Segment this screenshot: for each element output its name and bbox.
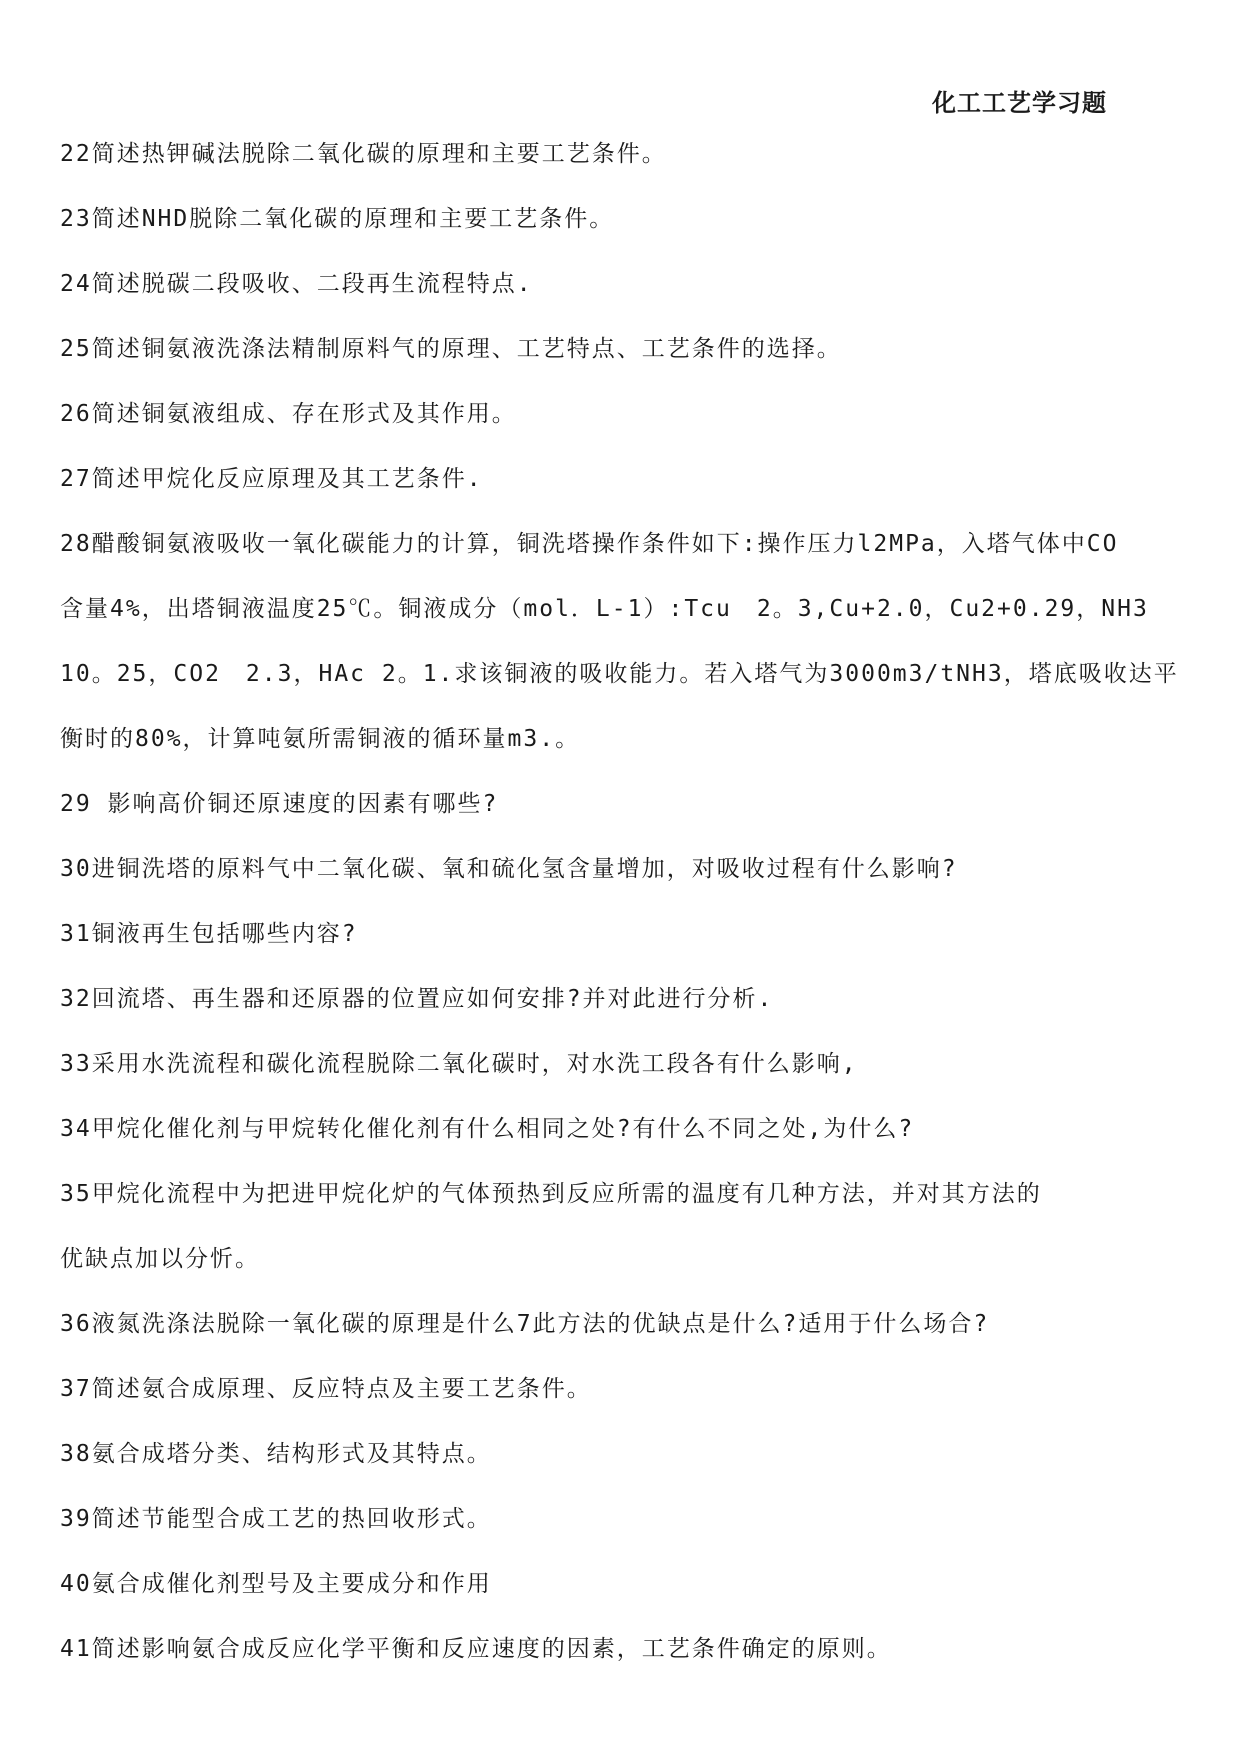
question-25: 25简述铜氨液洗涤法精制原料气的原理、工艺特点、工艺条件的选择。 [60,336,842,362]
question-29: 29 影响高价铜还原速度的因素有哪些? [60,791,499,817]
question-41: 41简述影响氨合成反应化学平衡和反应速度的因素，工艺条件确定的原则。 [60,1636,892,1662]
question-35-line-1: 35甲烷化流程中为把进甲烷化炉的气体预热到反应所需的温度有几种方法，并对其方法的 [60,1181,1042,1207]
question-28-line-1: 28醋酸铜氨液吸收一氧化碳能力的计算，铜洗塔操作条件如下:操作压力l2MPa，入塔气体中CO [60,531,1119,557]
question-35 [60,1162,1180,1292]
question-24: 24简述脱碳二段吸收、二段再生流程特点. [60,271,533,297]
question-39: 39简述节能型合成工艺的热回收形式。 [60,1506,492,1532]
page-header-title: 化工工艺学习题 [932,88,1107,117]
question-list [60,122,1180,1682]
question-36: 36液氮洗涤法脱除一氧化碳的原理是什么7此方法的优缺点是什么?适用于什么场合? [60,1311,990,1337]
question-26: 26简述铜氨液组成、存在形式及其作用。 [60,401,517,427]
question-32: 32回流塔、再生器和还原器的位置应如何安排?并对此进行分析. [60,986,774,1012]
question-40: 40氨合成催化剂型号及主要成分和作用 [60,1571,492,1597]
question-27: 27简述甲烷化反应原理及其工艺条件. [60,466,483,492]
question-23: 23简述NHD脱除二氧化碳的原理和主要工艺条件。 [60,206,615,232]
question-28-line-3: 10。25，CO2 2.3，HAc 2。1.求该铜液的吸收能力。若入塔气为3000m3/tNH3，塔底吸收达平 [60,661,1179,687]
question-28 [60,512,1180,772]
question-34: 34甲烷化催化剂与甲烷转化催化剂有什么相同之处?有什么不同之处,为什么? [60,1116,915,1142]
question-37: 37简述氨合成原理、反应特点及主要工艺条件。 [60,1376,592,1402]
question-35-line-2: 优缺点加以分忻。 [60,1246,260,1272]
question-33: 33采用水洗流程和碳化流程脱除二氧化碳时，对水洗工段各有什么影响, [60,1051,858,1077]
question-28-line-2: 含量4%，出塔铜液温度25℃。铜液成分（mol．L-1）:Tcu 2。3,Cu+2.0，Cu2+0.29，NH3 [60,596,1149,622]
question-22: 22简述热钾碱法脱除二氧化碳的原理和主要工艺条件。 [60,141,667,167]
question-30: 30进铜洗塔的原料气中二氧化碳、氧和硫化氢含量增加，对吸收过程有什么影响? [60,856,958,882]
question-28-line-4: 衡时的80%，计算吨氨所需铜液的循环量m3.。 [60,726,581,752]
question-31: 31铜液再生包括哪些内容? [60,921,358,947]
question-38: 38氨合成塔分类、结构形式及其特点。 [60,1441,492,1467]
